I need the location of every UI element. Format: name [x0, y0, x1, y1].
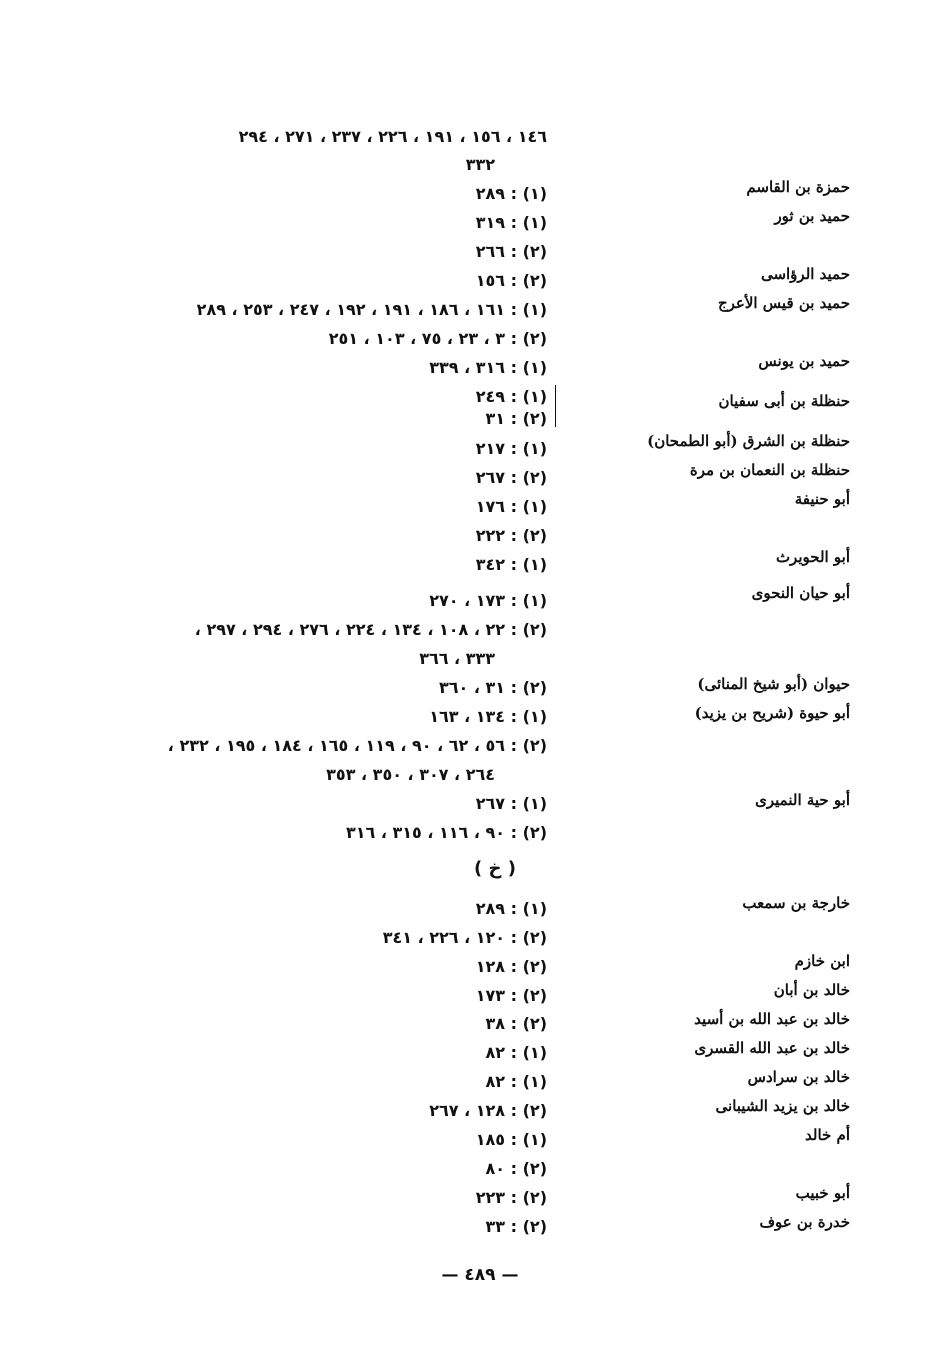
ref-line: (١) : ١٣٤ ، ١٦٣ [429, 707, 547, 726]
ref-line: (١) : ٢١٧ [475, 439, 547, 458]
ref-line: (٢) : ٣ ، ٢٣ ، ٧٥ ، ١٠٣ ، ٢٥١ [328, 329, 547, 348]
ref-line: (١) : ١٨٥ [475, 1130, 547, 1149]
ref-line-continued: ٢٦٤ ، ٣٠٧ ، ٣٥٠ ، ٣٥٣ [326, 765, 495, 784]
ref-line: (٢) : ١٥٦ [475, 271, 547, 290]
ref-line: (٢) : ٢٦٧ [475, 468, 547, 487]
ref-line: (٢) : ٣١ [485, 409, 547, 428]
index-name: حمزة بن القاسم [746, 178, 850, 196]
index-name: حنظلة بن النعمان بن مرة [689, 461, 850, 479]
ref-line: (١) : ٣٤٢ [475, 555, 547, 574]
index-name: أبو حنيفة [794, 490, 850, 508]
ref-line: (١) : ٢٨٩ [475, 184, 547, 203]
ref-line-continued: ٣٣٣ ، ٣٦٦ [419, 649, 495, 668]
ref-line: (٢) : ٢٢٣ [475, 1188, 547, 1207]
ref-line: (٢) : ٩٠ ، ١١٦ ، ٣١٥ ، ٣١٦ [345, 823, 547, 842]
ref-line: (٢) : ٨٠ [485, 1159, 547, 1178]
index-name: خدرة بن عوف [759, 1213, 850, 1231]
ref-line: (١) : ٢٦٧ [475, 794, 547, 813]
ref-line: (١) : ٣١٦ ، ٣٣٩ [429, 358, 547, 377]
index-name: حنظلة بن أبى سفيان [718, 392, 850, 410]
ref-line: (١) : ٢٤٩ [475, 387, 547, 406]
ref-line: (١) : ٨٢ [485, 1072, 547, 1091]
index-name: ابن خازم [794, 952, 850, 970]
index-name: أبو الحويرث [775, 548, 850, 566]
index-name: خالد بن سرادس [747, 1068, 850, 1086]
ref-line: (٢) : ١٢٨ ، ٢٦٧ [429, 1101, 547, 1120]
ref-line: (٢) : ٢٦٦ [475, 242, 547, 261]
ref-line: (١) : ١٧٦ [475, 497, 547, 516]
index-name: حميد الرؤاسى [760, 265, 850, 283]
section-heading: ( خ ) [474, 858, 516, 879]
ref-line: (١) : ١٦١ ، ١٨٦ ، ١٩١ ، ١٩٢ ، ٢٤٧ ، ٢٥٣ ، ٢٨٩ [196, 300, 547, 319]
ref-line: (٢) : ١٢٠ ، ٢٢٦ ، ٣٤١ [382, 928, 547, 947]
ref-line: (١) : ٣١٩ [475, 213, 547, 232]
ref-line: (١) : ١٧٣ ، ٢٧٠ [429, 591, 547, 610]
index-name: خالد بن يزيد الشيبانى [715, 1097, 850, 1115]
index-name: خالد بن عبد الله القسرى [694, 1039, 850, 1057]
index-name: حنظلة بن الشرق (أبو الطمحان) [647, 432, 850, 450]
index-name: خارجة بن سمعب [742, 894, 850, 912]
ref-line: (١) : ٢٨٩ [475, 899, 547, 918]
ref-line: ١٤٦ ، ١٥٦ ، ١٩١ ، ٢٢٦ ، ٢٣٧ ، ٢٧١ ، ٢٩٤ [238, 127, 547, 146]
index-name: حميد بن ثور [774, 207, 850, 225]
ref-line: (٢) : ٣١ ، ٣٦٠ [439, 678, 547, 697]
ref-line-continued: ٣٣٢ [465, 155, 495, 174]
index-name: خالد بن أبان [773, 981, 850, 999]
ref-line: (٢) : ١٧٣ [475, 986, 547, 1005]
index-name: حيوان (أبو شيخ المنائى) [697, 675, 850, 693]
grouping-bracket [555, 385, 556, 427]
index-name: أبو خبيب [795, 1184, 850, 1202]
index-name: خالد بن عبد الله بن أسيد [694, 1010, 850, 1028]
index-name: حميد بن قيس الأعرج [717, 294, 850, 312]
ref-line: (١) : ٨٢ [485, 1043, 547, 1062]
page-number: — ٤٨٩ — [441, 1265, 519, 1285]
index-name: أبو حيان النحوى [751, 584, 850, 602]
ref-line: (٢) : ٥٦ ، ٦٢ ، ٩٠ ، ١١٩ ، ١٦٥ ، ١٨٤ ، ١٩٥ ، ٢٣٢ ، [167, 736, 547, 755]
ref-line: (٢) : ٣٣ [485, 1217, 547, 1236]
index-name: أبو حية النميرى [755, 791, 850, 809]
index-name: حميد بن يونس [758, 352, 850, 370]
ref-line: (٢) : ١٢٨ [475, 957, 547, 976]
ref-line: (٢) : ٣٨ [485, 1014, 547, 1033]
ref-line: (٢) : ٢٢ ، ١٠٨ ، ١٣٤ ، ٢٢٤ ، ٢٧٦ ، ٢٩٤ ، ٢٩٧ ، [194, 620, 547, 639]
ref-line: (٢) : ٢٢٢ [475, 526, 547, 545]
index-name: أم خالد [805, 1126, 850, 1144]
index-name: أبو حيوة (شريح بن يزيد) [694, 704, 850, 722]
